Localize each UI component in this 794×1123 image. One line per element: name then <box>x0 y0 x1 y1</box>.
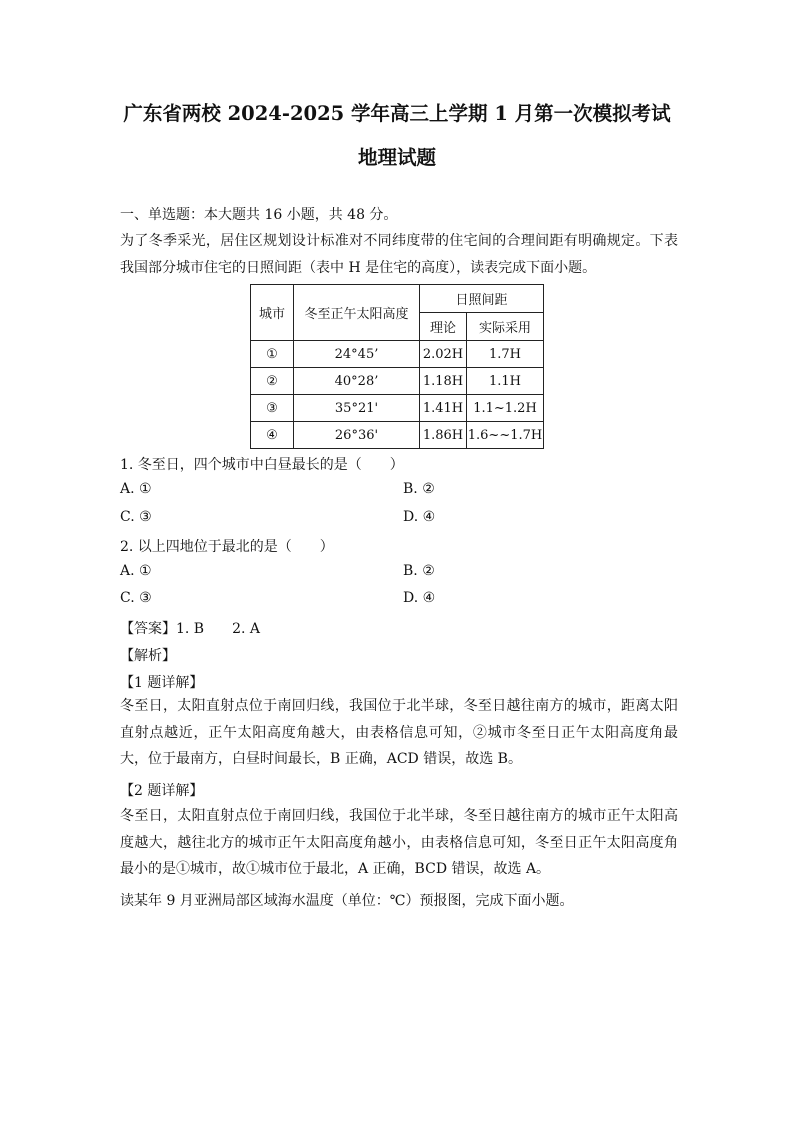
analysis-heading: 【解析】 <box>120 648 176 664</box>
detail-2-text: 冬至日，太阳直射点位于南回归线，我国位于北半球，冬至日越往南方的城市正午太阳高度越大，越往北方的城市正午太阳高度角越小，由表格信息可知，冬至日正午太阳高度角最小的是①城市，故①城市位于最北，A 正确，BCD 错误，故选 A。 <box>120 808 678 877</box>
cell-sun: 24°45’ <box>294 341 420 368</box>
q2-option-a: A. ① <box>120 563 152 579</box>
answer-line: 【答案】1. B 2. A <box>120 621 261 637</box>
q1-option-d: D. ④ <box>403 509 436 525</box>
header-sun-altitude: 冬至正午太阳高度 <box>294 285 420 341</box>
cell-actual: 1.6~~1.7H <box>467 422 544 449</box>
header-spacing: 日照间距 <box>420 285 544 313</box>
cell-city: ① <box>251 341 294 368</box>
table-row <box>251 422 544 449</box>
header-city: 城市 <box>251 285 294 341</box>
detail-2-heading: 【2 题详解】 <box>120 783 204 799</box>
cell-city: ② <box>251 368 294 395</box>
cell-actual: 1.1H <box>467 368 544 395</box>
intro-paragraph-1: 为了冬季采光，居住区规划设计标准对不同纬度带的住宅间的合理间距有明确规定。下表我国部分城市住宅的日照间距（表中 H 是住宅的高度），读表完成下面小题。 <box>120 233 678 276</box>
q2-option-d: D. ④ <box>403 590 436 606</box>
cell-sun: 35°21' <box>294 395 420 422</box>
table-row <box>251 341 544 368</box>
cell-theory: 1.86H <box>420 422 467 449</box>
sunlight-spacing-table <box>250 284 544 449</box>
question-2-stem: 2. 以上四地位于最北的是（ ） <box>120 539 334 555</box>
cell-actual: 1.7H <box>467 341 544 368</box>
cell-theory: 1.41H <box>420 395 467 422</box>
detail-1-heading: 【1 题详解】 <box>120 675 204 691</box>
cell-sun: 40°28’ <box>294 368 420 395</box>
table-row <box>251 368 544 395</box>
cell-actual: 1.1~1.2H <box>467 395 544 422</box>
header-actual: 实际采用 <box>467 313 544 341</box>
q2-option-c: C. ③ <box>120 590 152 606</box>
cell-city: ③ <box>251 395 294 422</box>
q1-option-c: C. ③ <box>120 509 152 525</box>
header-theory: 理论 <box>420 313 467 341</box>
section-heading: 一、单选题：本大题共 16 小题，共 48 分。 <box>120 207 398 223</box>
document-subtitle: 地理试题 <box>357 146 436 169</box>
detail-1-text: 冬至日，太阳直射点位于南回归线，我国位于北半球，冬至日越往南方的城市，距离太阳直射点越近，正午太阳高度角越大，由表格信息可知，②城市冬至日正午太阳高度角最大，位于最南方，白昼时间最长，B 正确，ACD 错误，故选 B。 <box>120 698 678 767</box>
q1-option-a: A. ① <box>120 481 152 497</box>
document-title: 广东省两校 2024-2025 学年高三上学期 1 月第一次模拟考试 <box>123 102 671 125</box>
q1-option-b: B. ② <box>403 481 435 497</box>
q2-option-b: B. ② <box>403 563 435 579</box>
cell-theory: 1.18H <box>420 368 467 395</box>
cell-city: ④ <box>251 422 294 449</box>
table-row <box>251 395 544 422</box>
question-1-stem: 1. 冬至日，四个城市中白昼最长的是（ ） <box>120 457 404 473</box>
intro-paragraph-2: 读某年 9 月亚洲局部区域海水温度（单位：℃）预报图，完成下面小题。 <box>120 893 574 909</box>
cell-sun: 26°36' <box>294 422 420 449</box>
cell-theory: 2.02H <box>420 341 467 368</box>
